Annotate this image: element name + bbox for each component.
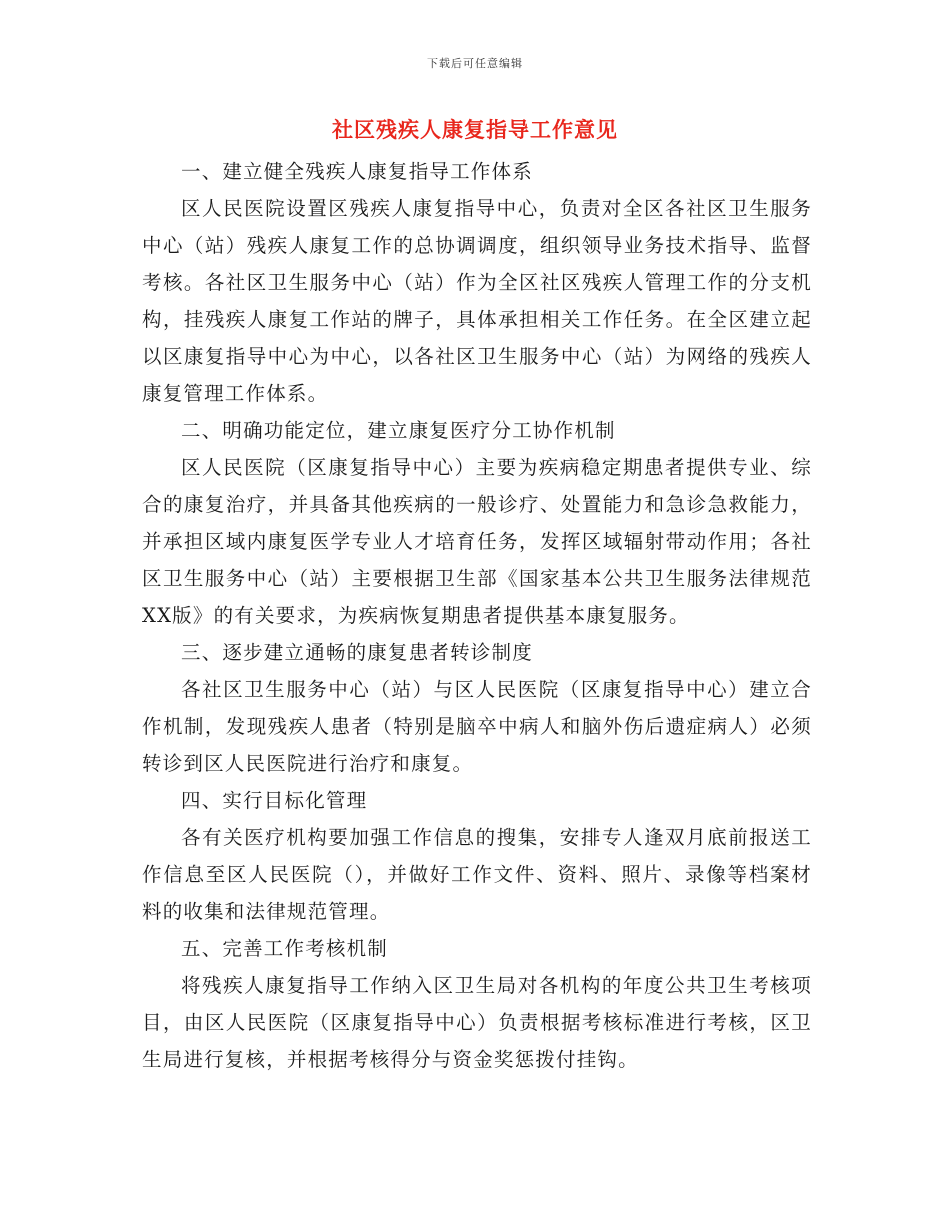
section-3-body: 各社区卫生服务中心（站）与区人民医院（区康复指导中心）建立合作机制，发现残疾人患者（特别是脑卒中病人和脑外伤后遗症病人）必须转诊到区人民医院进行治疗和康复。	[142, 678, 812, 775]
section-1-body: 区人民医院设置区残疾人康复指导中心，负责对全区各社区卫生服务中心（站）残疾人康复工作的总协调调度，组织领导业务技术指导、监督考核。各社区卫生服务中心（站）作为全区社区残疾人管理工作的分支机构，挂残疾人康复工作站的牌子，具体承担相关工作任务。在全区建立起以区康复指导中心为中心，以各社区卫生服务中心（站）为网络的残疾人康复管理工作体系。	[142, 197, 812, 405]
section-3-heading: 三、逐步建立通畅的康复患者转诊制度	[181, 641, 533, 664]
document-title: 社区残疾人康复指导工作意见	[332, 117, 618, 142]
section-4-heading: 四、实行目标化管理	[181, 789, 368, 812]
section-5-body: 将残疾人康复指导工作纳入区卫生局对各机构的年度公共卫生考核项目，由区人民医院（区康复指导中心）负责根据考核标准进行考核，区卫生局进行复核，并根据考核得分与资金奖惩拨付挂钩。	[142, 974, 812, 1071]
section-2-heading: 二、明确功能定位，建立康复医疗分工协作机制	[181, 419, 616, 442]
header-note: 下载后可任意编辑	[427, 57, 523, 70]
section-1-heading: 一、建立健全残疾人康复指导工作体系	[181, 160, 533, 183]
section-2-body: 区人民医院（区康复指导中心）主要为疾病稳定期患者提供专业、综合的康复治疗，并具备其他疾病的一般诊疗、处置能力和急诊急救能力，并承担区域内康复医学专业人才培育任务，发挥区域辐射带动作用；各社区卫生服务中心（站）主要根据卫生部《国家基本公共卫生服务法律规范XX版》的有关要求，为疾病恢复期患者提供基本康复服务。	[142, 456, 812, 627]
document-body	[142, 153, 812, 1078]
section-4-body: 各有关医疗机构要加强工作信息的搜集，安排专人逢双月底前报送工作信息至区人民医院（），并做好工作文件、资料、照片、录像等档案材料的收集和法律规范管理。	[142, 826, 812, 923]
section-5-heading: 五、完善工作考核机制	[181, 937, 389, 960]
